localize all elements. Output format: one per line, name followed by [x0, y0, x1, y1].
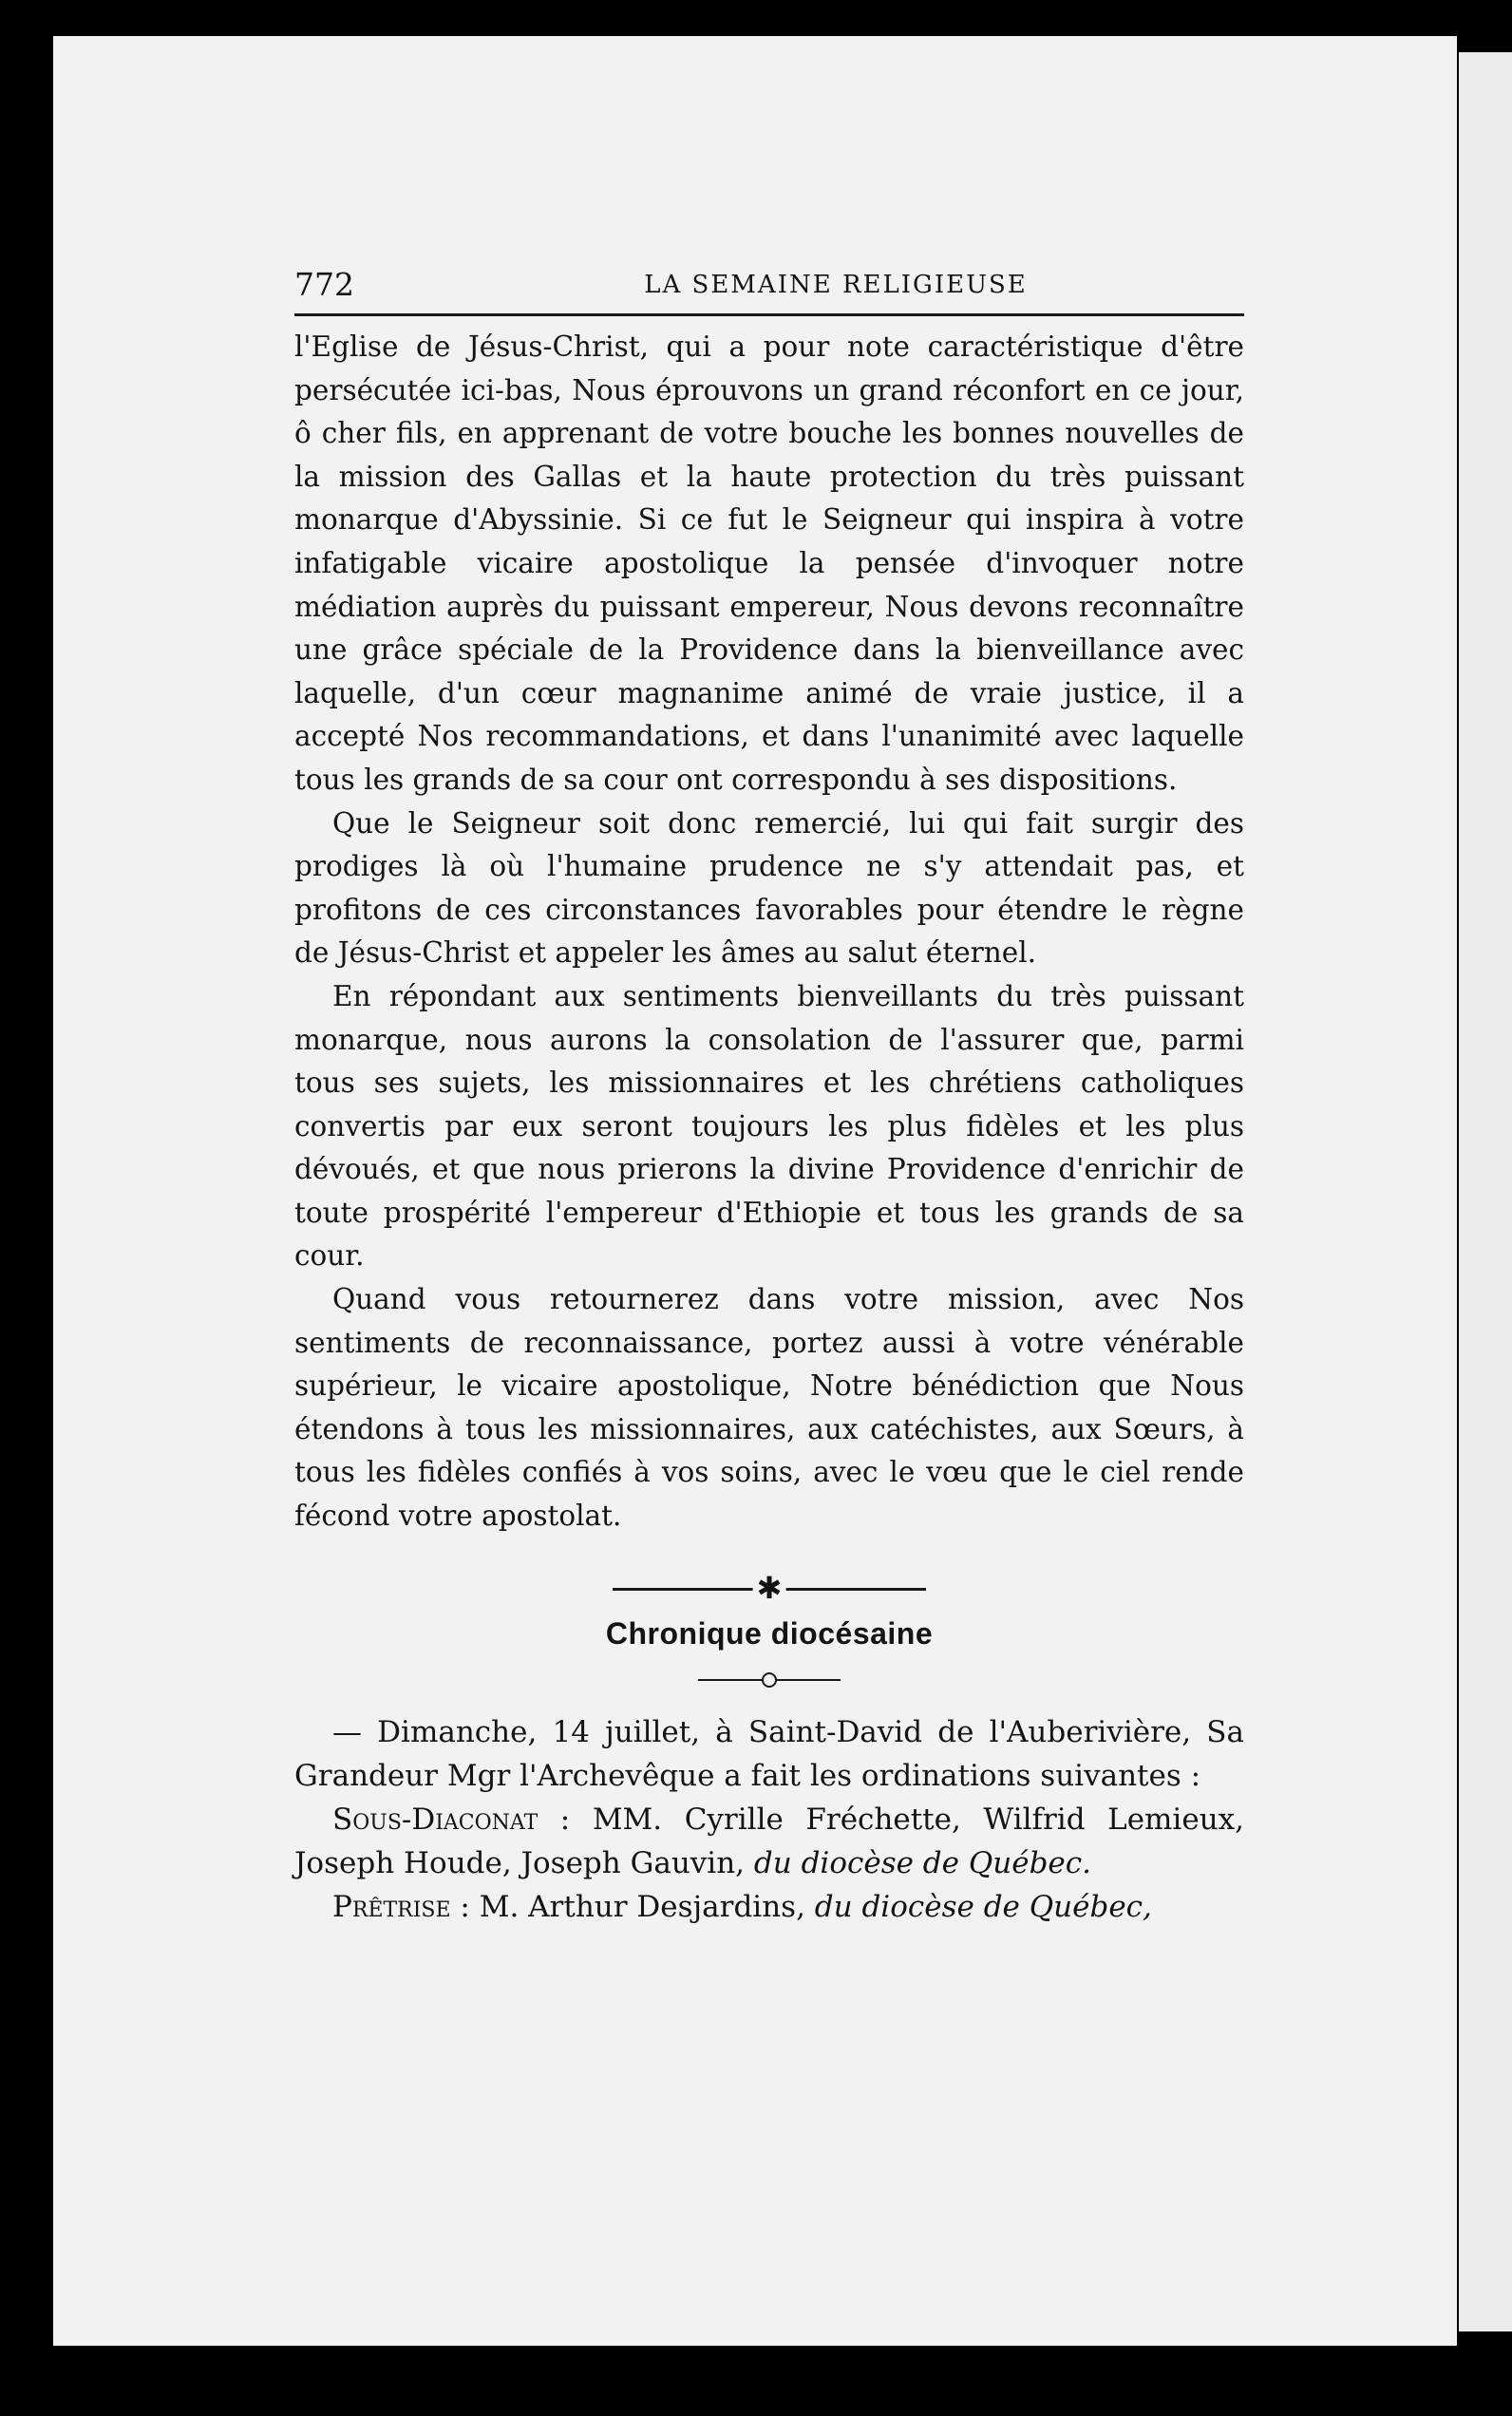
title-divider: [698, 1665, 841, 1693]
subdiaconate-label: Sous-Diaconat :: [332, 1802, 571, 1837]
priesthood-names: M. Arthur Desjardins,: [479, 1889, 805, 1924]
priesthood-label: Prêtrise :: [332, 1889, 470, 1924]
chronicle-intro: — Dimanche, 14 juillet, à Saint-David de l'Auberivière, Sa Grandeur Mgr l'Archevêque a fait les ordinations suivantes :: [294, 1714, 1244, 1793]
circle-icon: [762, 1672, 777, 1688]
paragraph: l'Eglise de Jésus-Christ, qui a pour note caractéristique d'être persécutée ici-bas, Nous éprouvons un grand réconfort en ce jour, ô cher fils, en apprenant de votre bouche les bonnes nouvelles de la mission des Gallas et la haute protection du très puissant monarque d'Abyssinie. Si ce fut le Seigneur qui inspira à votre infatigable vicaire apostolique la pensée d'invoquer notre médiation auprès du puissant empereur, Nous devons reconnaître une grâce spéciale de la Providence dans la bienveillance avec laquelle, d'un cœur magnanime animé de vraie justice, il a accepté Nos recommandations, et dans l'unanimité avec laquelle tous les grands de sa cour ont correspondu à ses dispositions.: [294, 330, 1244, 796]
subdiaconate-names: MM. Cyrille Fréchette, Wilfrid Lemieux, Joseph Houde, Joseph Gauvin,: [294, 1802, 1244, 1880]
body-text: [294, 326, 1244, 1538]
paragraph: Quand vous retournerez dans votre mission, avec Nos sentiments de reconnaissance, portez aussi à votre vénérable supérieur, le vicaire apostolique, Notre bénédiction que Nous étendons à tous les missionnaires, aux catéchistes, aux Sœurs, à tous les fidèles confiés à vos soins, avec le vœu que le ciel rende fécond votre apostolat.: [294, 1283, 1244, 1533]
running-head: LA SEMAINE RELIGIEUSE: [644, 271, 1028, 299]
asterisk-icon: ✱: [753, 1569, 786, 1607]
chronicle-subdiaconate: [294, 1798, 1244, 1885]
section-ornament: [613, 1569, 926, 1606]
page-header: [294, 256, 1244, 316]
priesthood-diocese: du diocèse de Québec,: [814, 1889, 1152, 1924]
page-number: 772: [294, 266, 354, 303]
page-content: [294, 256, 1244, 1929]
section-title: Chronique diocésaine: [605, 1615, 934, 1651]
chronicle-priesthood: [294, 1885, 1244, 1929]
subdiaconate-diocese: du diocèse de Québec.: [753, 1845, 1091, 1880]
adjacent-page-edge: [1459, 52, 1512, 2331]
paragraph: Que le Seigneur soit donc remercié, lui qui fait surgir des prodiges là où l'humaine prudence ne s'y attendait pas, et profitons de ces circonstances favorables pour étendre le règne de Jésus-Christ et appeler les âmes au salut éternel.: [294, 806, 1244, 970]
paragraph: En répondant aux sentiments bienveillants du très puissant monarque, nous aurons la consolation de l'assurer que, parmi tous ses sujets, les missionnaires et les chrétiens catholiques convertis par eux seront toujours les plus fidèles et les plus dévoués, et que nous prierons la divine Providence d'enrichir de toute prospérité l'empereur d'Ethiopie et tous les grands de sa cour.: [294, 979, 1244, 1273]
